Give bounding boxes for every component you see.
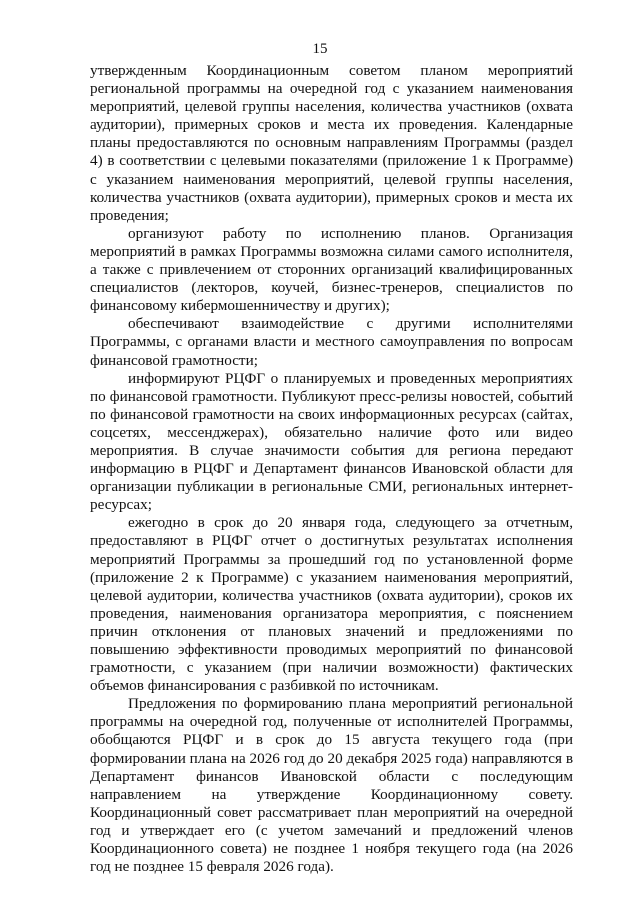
page-number: 15 (312, 41, 328, 57)
paragraph-inform-rcfg: информируют РЦФГ о планируемых и проведенных мероприятиях по финансовой грамотности. Публикуют пресс-релизы новостей, событий по финансовой грамотности на своих информационных ресурсах (сайтах, соцсетях, мессенджерах), обязательно наличие фото или видео мероприятия. В случае значимости события для региона передают информацию в РЦФГ и Департамент финансов Ивановской области для организации публикации в региональные СМИ, региональных интернет-ресурсах; (90, 369, 573, 514)
paragraph-interaction: обеспечивают взаимодействие с другими исполнителями Программы, с органами власти и местного самоуправления по вопросам финансовой грамотности; (90, 315, 573, 369)
paragraph-annual-report: ежегодно в срок до 20 января года, следующего за отчетным, предоставляют в РЦФГ отчет о достигнутых результатах исполнения мероприятий Программы за прошедший год по установленной форме (приложение 2 к Программе) с указанием наименования мероприятий, целевой аудитории, количества участников (охвата аудитории), сроков их проведения, наименования организатора мероприятия, с пояснением причин отклонения от плановых значений и предложениями по повышению эффективности проводимых мероприятий по финансовой грамотности, с указанием (при наличии возможности) фактических объемов финансирования с разбивкой по источникам. (90, 514, 573, 695)
paragraph-plan-proposals: Предложения по формированию плана мероприятий региональной программы на очередной год, полученные от исполнителей Программы, обобщаются РЦФГ и в срок до 15 августа текущего года (при формировании плана на 2026 год до 20 декабря 2025 года) направляются в Департамент финансов Ивановской области с последующим направлением на утверждение Координационному совету. Координационный совет рассматривает план мероприятий на очередной год и утверждает его (с учетом замечаний и предложений членов Координационного совета) не позднее 1 ноября текущего года (на 2026 год не позднее 15 февраля 2026 года). (90, 695, 573, 876)
document-body (90, 62, 573, 876)
paragraph-approved-plan: утвержденным Координационным советом планом мероприятий региональной программы на очередной год с указанием наименования мероприятий, целевой группы населения, количества участников (охвата аудитории), примерных сроков и места их проведения. Календарные планы предоставляются по основным направлениям Программы (раздел 4) в соответствии с целевыми показателями (приложение 1 к Программе) с указанием наименования мероприятий, целевой группы населения, количества участников (охвата аудитории), примерных сроков и места их проведения; (90, 62, 573, 224)
paragraph-organize-work: организуют работу по исполнению планов. Организация мероприятий в рамках Программы возможна силами самого исполнителя, а также с привлечением от сторонних организаций квалифицированных специалистов (лекторов, коучей, бизнес-тренеров, специалистов по финансовому кибермошенничеству и других); (90, 224, 573, 315)
